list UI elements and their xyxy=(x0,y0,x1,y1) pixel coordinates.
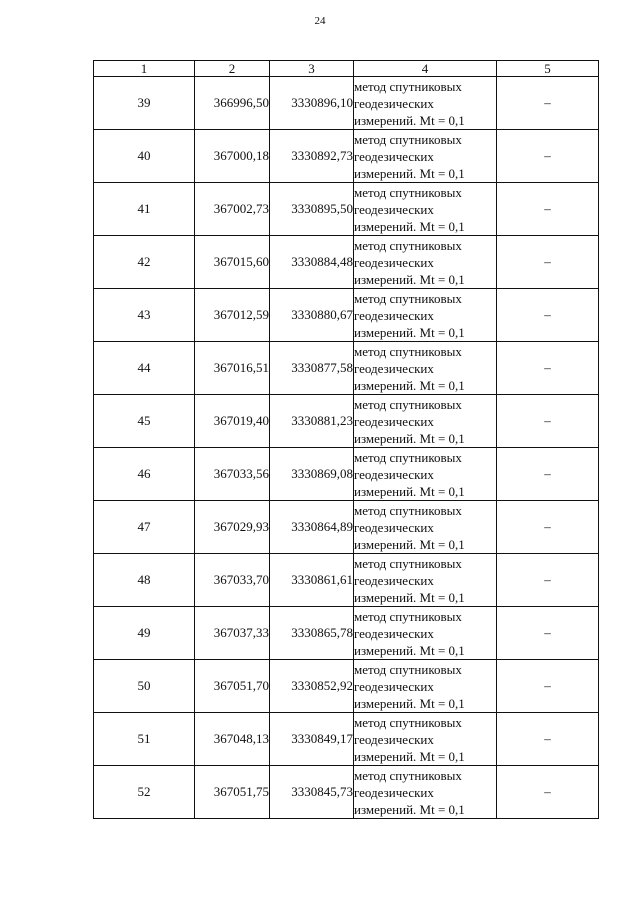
method-line: измерений. Mt = 0,1 xyxy=(354,430,465,446)
note-cell: – xyxy=(497,448,599,501)
method-line: геодезических xyxy=(354,731,434,747)
note-cell: – xyxy=(497,77,599,130)
method-line: метод спутниковых xyxy=(354,449,462,465)
point-number: 47 xyxy=(94,501,195,554)
coordinate-x: 367048,13 xyxy=(195,713,270,766)
method-line: метод спутниковых xyxy=(354,290,462,306)
measurement-method xyxy=(354,501,497,554)
method-line: измерений. Mt = 0,1 xyxy=(354,271,465,287)
note-cell: – xyxy=(497,713,599,766)
coordinate-y: 3330869,08 xyxy=(270,448,354,501)
point-number: 49 xyxy=(94,607,195,660)
coordinate-y: 3330896,10 xyxy=(270,77,354,130)
table-row xyxy=(94,342,599,395)
table-row xyxy=(94,448,599,501)
header-col-5: 5 xyxy=(497,61,599,77)
measurement-method xyxy=(354,554,497,607)
method-line: метод спутниковых xyxy=(354,131,462,147)
point-number: 40 xyxy=(94,130,195,183)
measurement-method xyxy=(354,77,497,130)
measurement-method xyxy=(354,766,497,819)
page-number: 24 xyxy=(314,15,326,27)
table-header xyxy=(94,61,599,77)
header-col-4: 4 xyxy=(354,61,497,77)
method-line: метод спутниковых xyxy=(354,767,462,783)
coordinate-x: 367019,40 xyxy=(195,395,270,448)
method-line: измерений. Mt = 0,1 xyxy=(354,377,465,393)
coordinate-y: 3330861,61 xyxy=(270,554,354,607)
method-line: измерений. Mt = 0,1 xyxy=(354,483,465,499)
measurement-method xyxy=(354,607,497,660)
coordinate-y: 3330849,17 xyxy=(270,713,354,766)
coordinate-x: 367016,51 xyxy=(195,342,270,395)
method-line: метод спутниковых xyxy=(354,502,462,518)
measurement-method xyxy=(354,448,497,501)
point-number: 46 xyxy=(94,448,195,501)
point-number: 51 xyxy=(94,713,195,766)
table-body xyxy=(94,77,599,819)
coordinate-y: 3330877,58 xyxy=(270,342,354,395)
method-line: измерений. Mt = 0,1 xyxy=(354,695,465,711)
note-cell: – xyxy=(497,130,599,183)
method-line: геодезических xyxy=(354,572,434,588)
table-row xyxy=(94,766,599,819)
method-line: геодезических xyxy=(354,413,434,429)
coordinate-x: 367033,70 xyxy=(195,554,270,607)
method-line: геодезических xyxy=(354,95,434,111)
method-line: измерений. Mt = 0,1 xyxy=(354,324,465,340)
coordinate-x: 367051,75 xyxy=(195,766,270,819)
note-cell: – xyxy=(497,660,599,713)
point-number: 42 xyxy=(94,236,195,289)
method-line: метод спутниковых xyxy=(354,555,462,571)
measurement-method xyxy=(354,236,497,289)
table-row xyxy=(94,395,599,448)
method-line: метод спутниковых xyxy=(354,714,462,730)
table-row xyxy=(94,607,599,660)
coordinate-y: 3330892,73 xyxy=(270,130,354,183)
method-line: измерений. Mt = 0,1 xyxy=(354,218,465,234)
note-cell: – xyxy=(497,395,599,448)
coordinate-y: 3330895,50 xyxy=(270,183,354,236)
point-number: 50 xyxy=(94,660,195,713)
coordinate-y: 3330884,48 xyxy=(270,236,354,289)
coordinate-x: 367033,56 xyxy=(195,448,270,501)
method-line: метод спутниковых xyxy=(354,78,462,94)
coordinate-x: 367037,33 xyxy=(195,607,270,660)
coordinate-y: 3330852,92 xyxy=(270,660,354,713)
coordinate-y: 3330845,73 xyxy=(270,766,354,819)
measurement-method xyxy=(354,395,497,448)
point-number: 43 xyxy=(94,289,195,342)
method-line: геодезических xyxy=(354,148,434,164)
method-line: метод спутниковых xyxy=(354,237,462,253)
method-line: геодезических xyxy=(354,466,434,482)
method-line: измерений. Mt = 0,1 xyxy=(354,642,465,658)
note-cell: – xyxy=(497,236,599,289)
header-col-3: 3 xyxy=(270,61,354,77)
coordinates-table xyxy=(93,60,599,819)
table-row xyxy=(94,554,599,607)
coordinate-x: 367051,70 xyxy=(195,660,270,713)
point-number: 39 xyxy=(94,77,195,130)
coordinate-y: 3330864,89 xyxy=(270,501,354,554)
method-line: метод спутниковых xyxy=(354,343,462,359)
table-row xyxy=(94,130,599,183)
method-line: геодезических xyxy=(354,254,434,270)
table-row xyxy=(94,77,599,130)
note-cell: – xyxy=(497,501,599,554)
note-cell: – xyxy=(497,554,599,607)
method-line: измерений. Mt = 0,1 xyxy=(354,748,465,764)
point-number: 41 xyxy=(94,183,195,236)
method-line: геодезических xyxy=(354,625,434,641)
measurement-method xyxy=(354,183,497,236)
coordinate-x: 367000,18 xyxy=(195,130,270,183)
table-row xyxy=(94,289,599,342)
method-line: геодезических xyxy=(354,201,434,217)
table-row xyxy=(94,236,599,289)
method-line: измерений. Mt = 0,1 xyxy=(354,112,465,128)
header-row xyxy=(94,61,599,77)
coordinate-x: 367015,60 xyxy=(195,236,270,289)
measurement-method xyxy=(354,130,497,183)
method-line: измерений. Mt = 0,1 xyxy=(354,589,465,605)
method-line: геодезических xyxy=(354,519,434,535)
point-number: 52 xyxy=(94,766,195,819)
coordinate-y: 3330865,78 xyxy=(270,607,354,660)
coordinate-y: 3330880,67 xyxy=(270,289,354,342)
measurement-method xyxy=(354,713,497,766)
measurement-method xyxy=(354,289,497,342)
measurement-method xyxy=(354,660,497,713)
method-line: метод спутниковых xyxy=(354,396,462,412)
point-number: 44 xyxy=(94,342,195,395)
method-line: метод спутниковых xyxy=(354,608,462,624)
table-row xyxy=(94,713,599,766)
note-cell: – xyxy=(497,766,599,819)
method-line: геодезических xyxy=(354,360,434,376)
note-cell: – xyxy=(497,342,599,395)
coordinate-x: 367002,73 xyxy=(195,183,270,236)
point-number: 48 xyxy=(94,554,195,607)
table-row xyxy=(94,501,599,554)
header-col-1: 1 xyxy=(94,61,195,77)
coordinate-x: 366996,50 xyxy=(195,77,270,130)
method-line: метод спутниковых xyxy=(354,661,462,677)
method-line: измерений. Mt = 0,1 xyxy=(354,536,465,552)
table-row xyxy=(94,183,599,236)
coordinate-y: 3330881,23 xyxy=(270,395,354,448)
measurement-method xyxy=(354,342,497,395)
note-cell: – xyxy=(497,289,599,342)
note-cell: – xyxy=(497,607,599,660)
coordinate-x: 367029,93 xyxy=(195,501,270,554)
table-row xyxy=(94,660,599,713)
note-cell: – xyxy=(497,183,599,236)
method-line: геодезических xyxy=(354,784,434,800)
method-line: геодезических xyxy=(354,307,434,323)
method-line: геодезических xyxy=(354,678,434,694)
method-line: метод спутниковых xyxy=(354,184,462,200)
method-line: измерений. Mt = 0,1 xyxy=(354,801,465,817)
method-line: измерений. Mt = 0,1 xyxy=(354,165,465,181)
coordinate-x: 367012,59 xyxy=(195,289,270,342)
point-number: 45 xyxy=(94,395,195,448)
header-col-2: 2 xyxy=(195,61,270,77)
